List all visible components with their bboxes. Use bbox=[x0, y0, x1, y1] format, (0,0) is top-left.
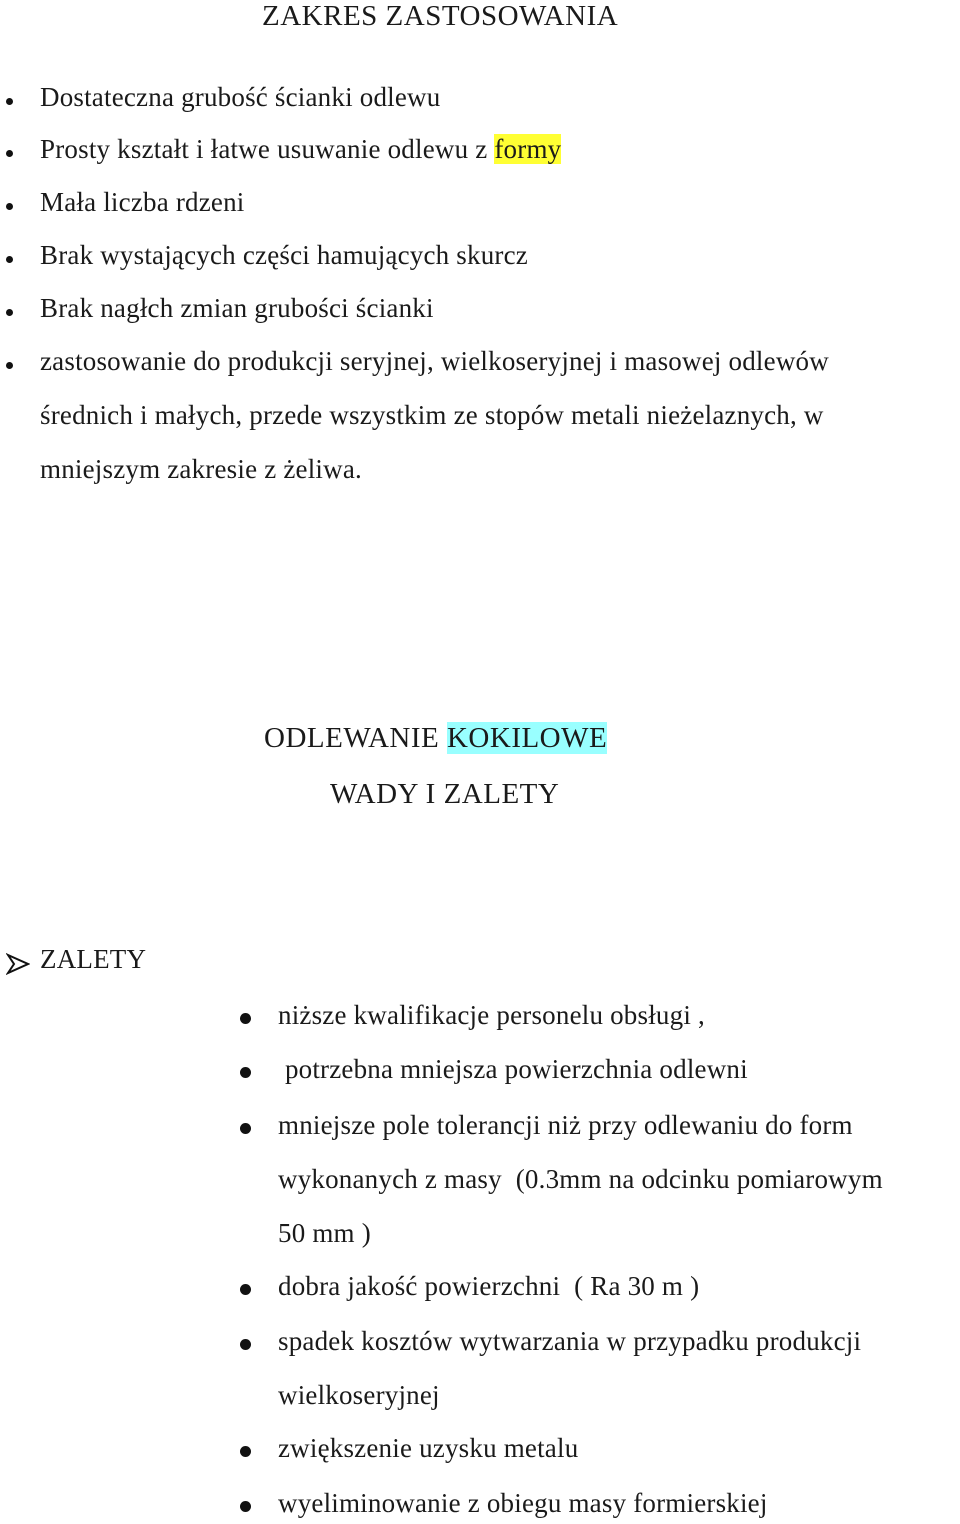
list-item-text: Brak nagłch zmian grubości ścianki bbox=[40, 293, 434, 323]
list-item-text: wyeliminowanie z obiegu masy formierskiej bbox=[278, 1488, 768, 1518]
list-item-text: zwiększenie uzysku metalu bbox=[278, 1433, 579, 1463]
list-item-text: Brak wystających części hamujących skurcz bbox=[40, 240, 528, 270]
list-item-text: Mała liczba rdzeni bbox=[40, 187, 245, 217]
bullet-dot-icon bbox=[6, 309, 13, 316]
list-item-text-part: Prosty kształt i łatwe usuwanie odlewu z bbox=[40, 134, 495, 164]
bullet-dot-icon bbox=[6, 362, 13, 369]
bullet-dot-icon bbox=[240, 1339, 251, 1350]
list-item-text-line: mniejszym zakresie z żeliwa. bbox=[40, 454, 362, 484]
list-item-text-line: mniejsze pole tolerancji niż przy odlewaniu do form bbox=[278, 1110, 853, 1140]
section-title-zakres: ZAKRES ZASTOSOWANIA bbox=[262, 0, 619, 32]
bullet-dot-icon bbox=[240, 1446, 251, 1457]
section-subtitle: WADY I ZALETY bbox=[330, 778, 560, 810]
bullet-dot-icon bbox=[240, 1067, 251, 1078]
bullet-dot-icon bbox=[240, 1013, 251, 1024]
zalety-heading: ZALETY bbox=[40, 944, 147, 974]
list-item-text: potrzebna mniejsza powierzchnia odlewni bbox=[278, 1054, 748, 1084]
bullet-dot-icon bbox=[6, 203, 13, 210]
list-item-text-line: wykonanych z masy (0.3mm na odcinku pomiarowym bbox=[278, 1164, 883, 1194]
list-item-text bbox=[40, 134, 561, 165]
title-text: ODLEWANIE bbox=[264, 722, 447, 754]
list-item-text-line: 50 mm ) bbox=[278, 1218, 371, 1248]
bullet-dot-icon bbox=[240, 1123, 251, 1134]
list-item-text-line: spadek kosztów wytwarzania w przypadku produkcji bbox=[278, 1326, 862, 1356]
list-item-text: niższe kwalifikacje personelu obsługi , bbox=[278, 1000, 705, 1030]
bullet-dot-icon bbox=[240, 1501, 251, 1512]
bullet-dot-icon bbox=[6, 98, 13, 105]
highlighted-word: formy bbox=[494, 134, 562, 164]
arrow-bullet-icon bbox=[6, 951, 30, 982]
list-item-text: dobra jakość powierzchni ( Ra 30 m ) bbox=[278, 1271, 700, 1301]
list-item-text-line: wielkoseryjnej bbox=[278, 1380, 440, 1410]
list-item-text: Dostateczna grubość ścianki odlewu bbox=[40, 82, 441, 112]
section-title-odlewanie bbox=[264, 722, 607, 755]
bullet-dot-icon bbox=[6, 150, 13, 157]
highlighted-word: KOKILOWE bbox=[446, 722, 608, 754]
bullet-dot-icon bbox=[240, 1284, 251, 1295]
list-item-text-line: zastosowanie do produkcji seryjnej, wielkoseryjnej i masowej odlewów bbox=[40, 346, 829, 376]
bullet-dot-icon bbox=[6, 256, 13, 263]
list-item-text-line: średnich i małych, przede wszystkim ze stopów metali nieżelaznych, w bbox=[40, 400, 824, 430]
